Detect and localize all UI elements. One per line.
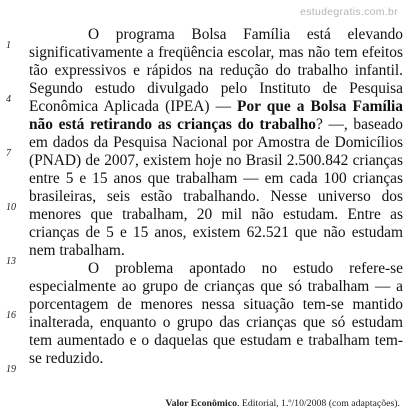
text-line: tem aumentado e o daquelas que estudam e trabalham tem- <box>29 332 403 349</box>
text-line: Segundo estudo divulgado pelo Instituto de Pesquisa <box>29 80 403 97</box>
text-line: se reduzido. <box>29 350 104 367</box>
line-number: 10 <box>6 202 16 213</box>
source-publication: Valor Econômico <box>165 398 237 409</box>
text-line: (PNAD) de 2007, existem hoje no Brasil 2.500.842 crianças <box>29 152 403 169</box>
line-number: 7 <box>6 148 11 159</box>
line-number: 16 <box>6 310 16 321</box>
text-line: inalterada, enquanto o grupo das crianças que só estudam <box>29 314 403 331</box>
text-segment: Econômica Aplicada (IPEA) — <box>29 98 238 115</box>
text-line: brasileiras, seis estão trabalhando. Nesse universo dos <box>29 188 403 205</box>
source-citation <box>165 398 400 409</box>
text-line: tão expressivos e rápidos na redução do trabalho infantil. <box>29 62 403 79</box>
line-number: 19 <box>6 364 16 375</box>
text-line: menores que trabalham, 20 mil não estudam. Entre as <box>29 206 403 223</box>
text-line: O problema apontado no estudo refere-se <box>88 260 403 277</box>
line-number: 1 <box>6 40 11 51</box>
text-line: em dados da Pesquisa Nacional por Amostra de Domicílios <box>29 134 403 151</box>
text-line: nem trabalham. <box>29 242 125 259</box>
watermark: estudegratis.com.br <box>300 6 398 18</box>
text-line <box>29 116 403 134</box>
text-line <box>29 98 403 116</box>
study-title-part: não está retirando as crianças do trabalho <box>29 116 316 133</box>
text-line: entre 5 e 15 anos que trabalham — em cada 100 crianças <box>29 170 403 187</box>
line-number: 4 <box>6 94 11 105</box>
study-title-part: Por que a Bolsa Família <box>237 98 403 115</box>
text-line: porcentagem de menores nessa situação tem-se mantido <box>29 296 403 313</box>
text-line: significativamente a freqüência escolar, mas não tem efeitos <box>29 44 403 61</box>
source-details: . Editorial, 1.º/10/2008 (com adaptações). <box>236 398 400 409</box>
text-line: especialmente ao grupo de crianças que só trabalham — a <box>29 278 403 295</box>
text-line: O programa Bolsa Família está elevando <box>88 26 403 43</box>
line-number: 13 <box>6 256 16 267</box>
text-segment: ? —, baseado <box>315 116 403 133</box>
text-line: crianças de 5 e 15 anos, existem 62.521 que não estudam <box>29 224 403 241</box>
